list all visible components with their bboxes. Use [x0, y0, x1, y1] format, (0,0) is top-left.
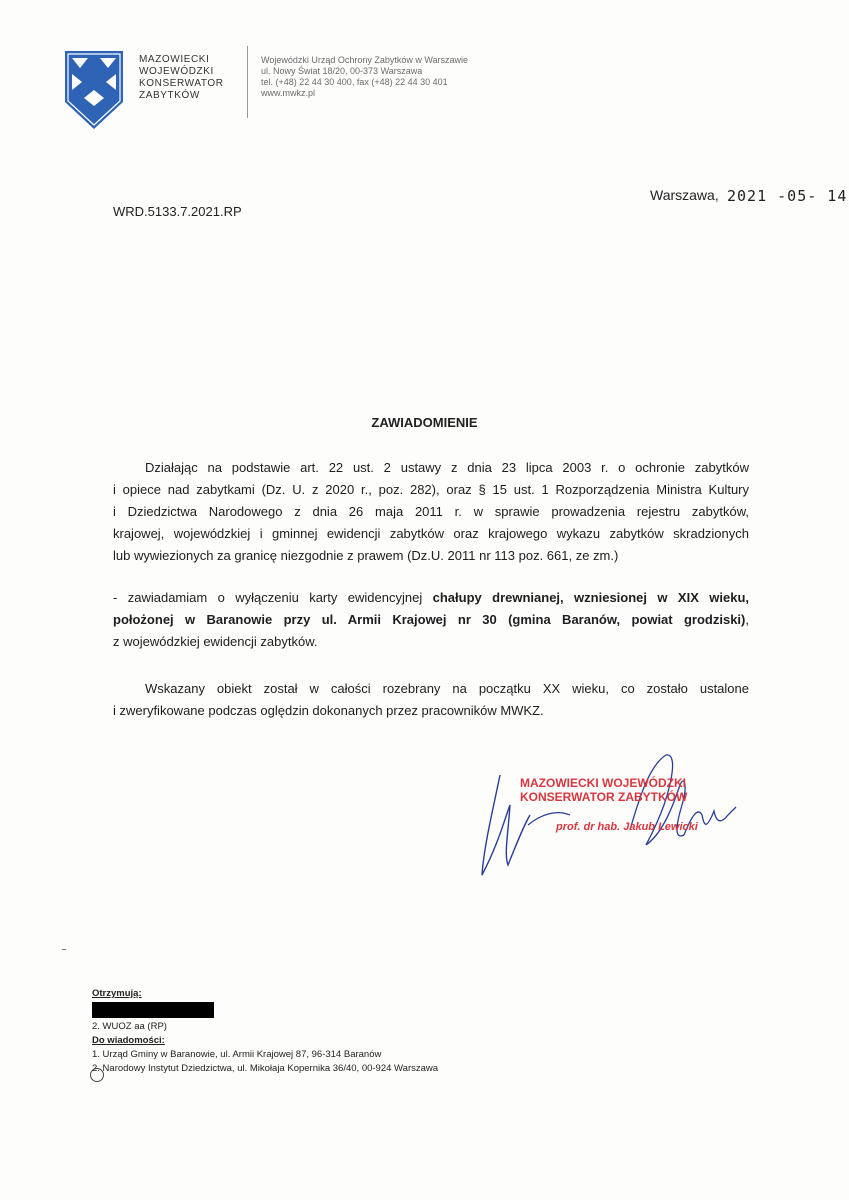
document-title: ZAWIADOMIENIE — [371, 415, 478, 430]
handwritten-circle-mark — [90, 1068, 104, 1082]
mwkz-logo — [64, 50, 124, 130]
header-divider — [247, 46, 248, 118]
org-name-line: MAZOWIECKI — [139, 54, 210, 65]
place: Warszawa, — [650, 187, 719, 203]
notification-paragraph — [113, 587, 749, 653]
punctuation: , — [745, 612, 749, 627]
redacted-recipient — [92, 1002, 214, 1018]
recipients-heading: Otrzymują: — [92, 988, 142, 999]
official-stamp — [520, 776, 698, 834]
notification-text: - zawiadamiam o wyłączeniu karty ewidencyjnej — [113, 590, 433, 605]
paragraph-line — [113, 587, 749, 609]
office-address — [261, 55, 561, 99]
org-name — [139, 54, 239, 102]
paragraph-line: z wojewódzkiej ewidencji zabytków. — [113, 634, 318, 649]
paragraph-line: Wskazany obiekt został w całości rozebrany na początku XX wieku, co zostało ustalone — [145, 681, 749, 696]
org-name-line: WOJEWÓDZKI — [139, 66, 214, 77]
recipient-item: 2. WUOZ aa (RP) — [92, 1021, 167, 1032]
object-location: położonej w Baranowie przy ul. Armii Krajowej nr 30 (gmina Baranów, powiat grodziski) — [113, 612, 746, 627]
paragraph-line: krajowej, wojewódzkiej i gminnej ewidencji zabytków oraz krajowego wykazu zabytków skradzionych — [113, 526, 749, 541]
cc-item: 1. Urząd Gminy w Baranowie, ul. Armii Krajowej 87, 96-314 Baranów — [92, 1049, 382, 1060]
cc-item: 2. Narodowy Instytut Dziedzictwa, ul. Mikołaja Kopernika 36/40, 00-924 Warszawa — [92, 1063, 439, 1074]
stamp-line: KONSERWATOR ZABYTKÓW — [520, 790, 688, 804]
paragraph-line — [113, 609, 749, 631]
org-name-line: ZABYTKÓW — [139, 90, 200, 101]
paragraph-line: i Dziedzictwa Narodowego z dnia 26 maja 2011 r. w sprawie prowadzenia rejestru zabytków, — [113, 504, 749, 519]
distribution-list — [92, 987, 438, 1076]
office-line: Wojewódzki Urząd Ochrony Zabytków w Warszawie — [261, 55, 469, 65]
office-line: ul. Nowy Świat 18/20, 00-373 Warszawa — [261, 66, 423, 76]
paragraph-line: lub wywiezionych za granicę niezgodnie z prawem (Dz.U. 2011 nr 113 poz. 661, ze zm.) — [113, 548, 619, 563]
scan-mark — [62, 949, 66, 950]
paragraph-line: i opiece nad zabytkami (Dz. U. z 2020 r., poz. 282), oraz § 15 ust. 1 Rozporządzenia Ministra Kultury — [113, 482, 749, 497]
reference-number: WRD.5133.7.2021.RP — [113, 204, 242, 219]
org-name-line: KONSERWATOR — [139, 78, 224, 89]
legal-basis-paragraph — [113, 457, 749, 567]
paragraph-line: Działając na podstawie art. 22 ust. 2 ustawy z dnia 23 lipca 2003 r. o ochronie zabytków — [145, 460, 749, 475]
stamp-line: MAZOWIECKI WOJEWÓDZKI — [520, 776, 686, 790]
justification-paragraph — [113, 678, 749, 722]
paragraph-line: i zweryfikowane podczas oględzin dokonanych przez pracowników MWKZ. — [113, 703, 544, 718]
date-stamp: 2021 -05- 14 — [727, 187, 848, 205]
office-line: tel. (+48) 22 44 30 400, fax (+48) 22 44 30 401 — [261, 77, 448, 87]
object-description: chałupy drewnianej, wzniesionej w XIX wieku, — [432, 590, 750, 605]
office-website: www.mwkz.pl — [261, 88, 316, 98]
cc-heading: Do wiadomości: — [92, 1035, 165, 1046]
signatory-name: prof. dr hab. Jakub Lewicki — [556, 821, 698, 833]
